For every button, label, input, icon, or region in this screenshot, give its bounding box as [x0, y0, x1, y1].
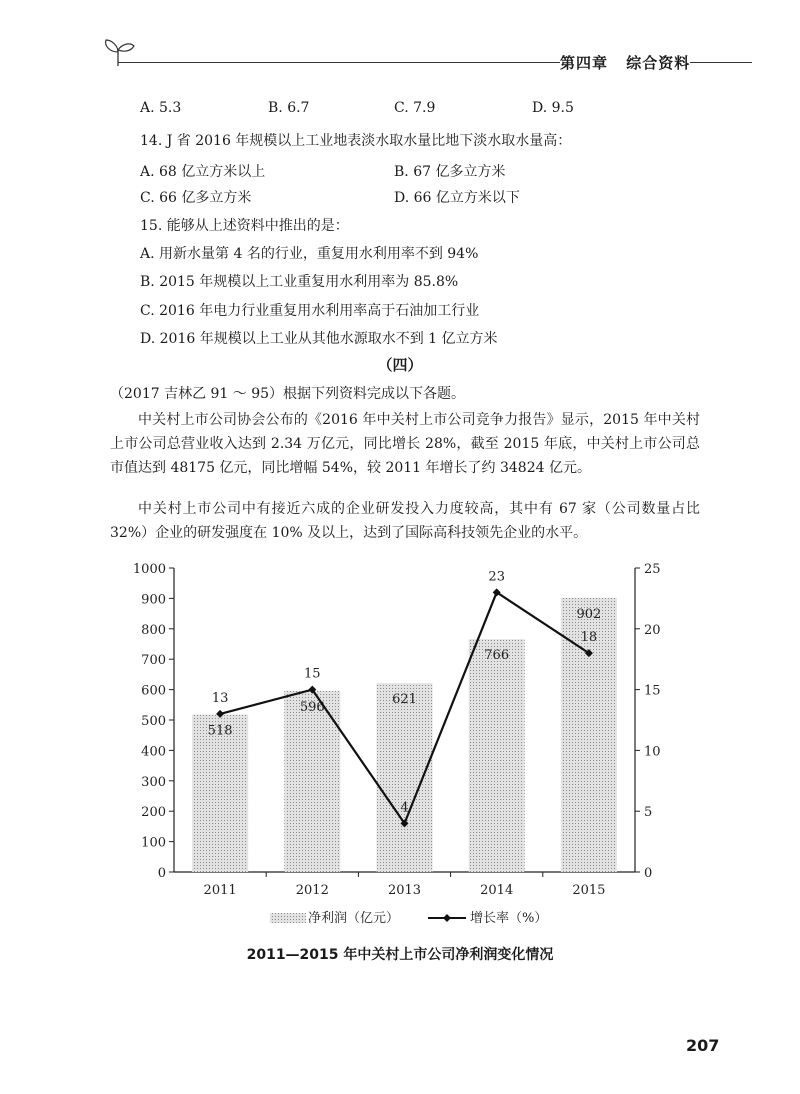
- line-data-label: 4: [400, 800, 409, 816]
- y-left-tick-label: 300: [141, 774, 166, 790]
- page-number: 207: [686, 1036, 720, 1055]
- option: D. 66 亿立方米以下: [394, 190, 520, 206]
- paragraph-1: 中关村上市公司协会公布的《2016 年中关村上市公司竞争力报告》显示，2015 年中关村上市公司总营业收入达到 2.34 万亿元，同比增长 28%，截至 2015 年底，中关村上市公司总市值达到 48175 亿元，同比增幅 54%，较 2011 年增长了约 34824 亿元。: [110, 412, 700, 476]
- chart-legend: [270, 910, 547, 926]
- y-right-tick-label: 10: [644, 744, 661, 760]
- bar-data-label: 596: [299, 699, 325, 715]
- bar-data-label: 902: [576, 606, 602, 622]
- y-left-tick-label: 500: [141, 714, 166, 729]
- y-left-tick-label: 600: [141, 683, 166, 699]
- q14-stem: 14. J 省 2016 年规模以上工业地表淡水取水量比地下淡水取水量高：: [140, 133, 572, 149]
- bar: [377, 683, 433, 872]
- y-left-tick-label: 0: [157, 866, 166, 881]
- chapter-number: 第四章: [560, 54, 609, 72]
- x-tick-label: 2014: [480, 883, 514, 898]
- legend-line-label: 增长率（%）: [470, 911, 548, 926]
- q15-option-a: A. 用新水量第 4 名的行业，重复用水利用率不到 94%: [140, 246, 479, 262]
- x-tick-label: 2015: [572, 883, 606, 898]
- chart-caption: 2011—2015 年中关村上市公司净利润变化情况: [246, 947, 554, 963]
- chart: [110, 556, 670, 940]
- option: A. 68 亿立方米以上: [140, 164, 266, 180]
- option: B. 6.7: [268, 100, 310, 116]
- line-data-label: 13: [211, 690, 229, 706]
- y-left-tick-label: 200: [141, 805, 166, 821]
- y-left-tick-label: 800: [141, 622, 166, 638]
- option: C. 7.9: [394, 100, 436, 116]
- y-left-tick-label: 100: [141, 835, 166, 851]
- page-header: [0, 0, 800, 80]
- y-right-tick-label: 25: [644, 562, 661, 577]
- option: A. 5.3: [140, 100, 182, 116]
- y-left-tick-label: 1000: [132, 562, 166, 577]
- section-title: （四）: [377, 356, 423, 374]
- paragraph-2: 中关村上市公司中有接近六成的企业研发投入力度较高，其中有 67 家（公司数量占比 32%）企业的研发强度在 10% 及以上，达到了国际高科技领先企业的水平。: [110, 501, 700, 541]
- y-left-tick-label: 400: [141, 744, 166, 760]
- sprout-icon: [100, 38, 140, 68]
- q15-option-d: D. 2016 年规模以上工业从其他水源取水不到 1 亿立方米: [140, 331, 498, 347]
- chapter-title: 综合资料: [626, 54, 691, 72]
- header-rule-left: [118, 62, 560, 63]
- q15-stem: 15. 能够从上述资料中推出的是：: [140, 218, 349, 234]
- line-data-label: 18: [580, 630, 598, 646]
- line-data-label: 15: [304, 666, 321, 682]
- y-right-tick-label: 0: [644, 866, 653, 881]
- y-left-tick-label: 700: [141, 653, 166, 669]
- bar-data-label: 766: [484, 648, 510, 664]
- q15-option-c: C. 2016 年电力行业重复用水利用率高于石油加工行业: [140, 303, 480, 319]
- line-data-label: 23: [488, 569, 505, 585]
- chart-svg: [110, 556, 670, 936]
- chart-bars: [192, 598, 617, 872]
- legend-bar-label: 净利润（亿元）: [308, 911, 400, 926]
- section-source: （2017 吉林乙 91 ～ 95）根据下列资料完成以下各题。: [110, 386, 466, 402]
- legend-bar-swatch: [270, 913, 306, 923]
- q15-option-b: B. 2015 年规模以上工业重复用水利用率为 85.8%: [140, 274, 459, 290]
- bar: [469, 639, 525, 872]
- y-left-tick-label: 900: [141, 592, 166, 608]
- x-tick-label: 2013: [387, 883, 422, 898]
- legend-line-marker: [443, 914, 451, 922]
- y-right-tick-label: 20: [644, 622, 661, 638]
- header-rule-right: [690, 62, 752, 63]
- option: D. 9.5: [532, 100, 574, 116]
- y-right-tick-label: 15: [644, 683, 661, 699]
- option: C. 66 亿多立方米: [140, 190, 252, 206]
- option: B. 67 亿多立方米: [394, 164, 506, 180]
- y-right-tick-label: 5: [644, 805, 653, 821]
- x-tick-label: 2011: [203, 883, 237, 898]
- bar-data-label: 518: [207, 723, 233, 739]
- x-tick-label: 2012: [295, 883, 329, 898]
- bar-data-label: 621: [392, 692, 417, 708]
- chapter-heading: [560, 52, 702, 73]
